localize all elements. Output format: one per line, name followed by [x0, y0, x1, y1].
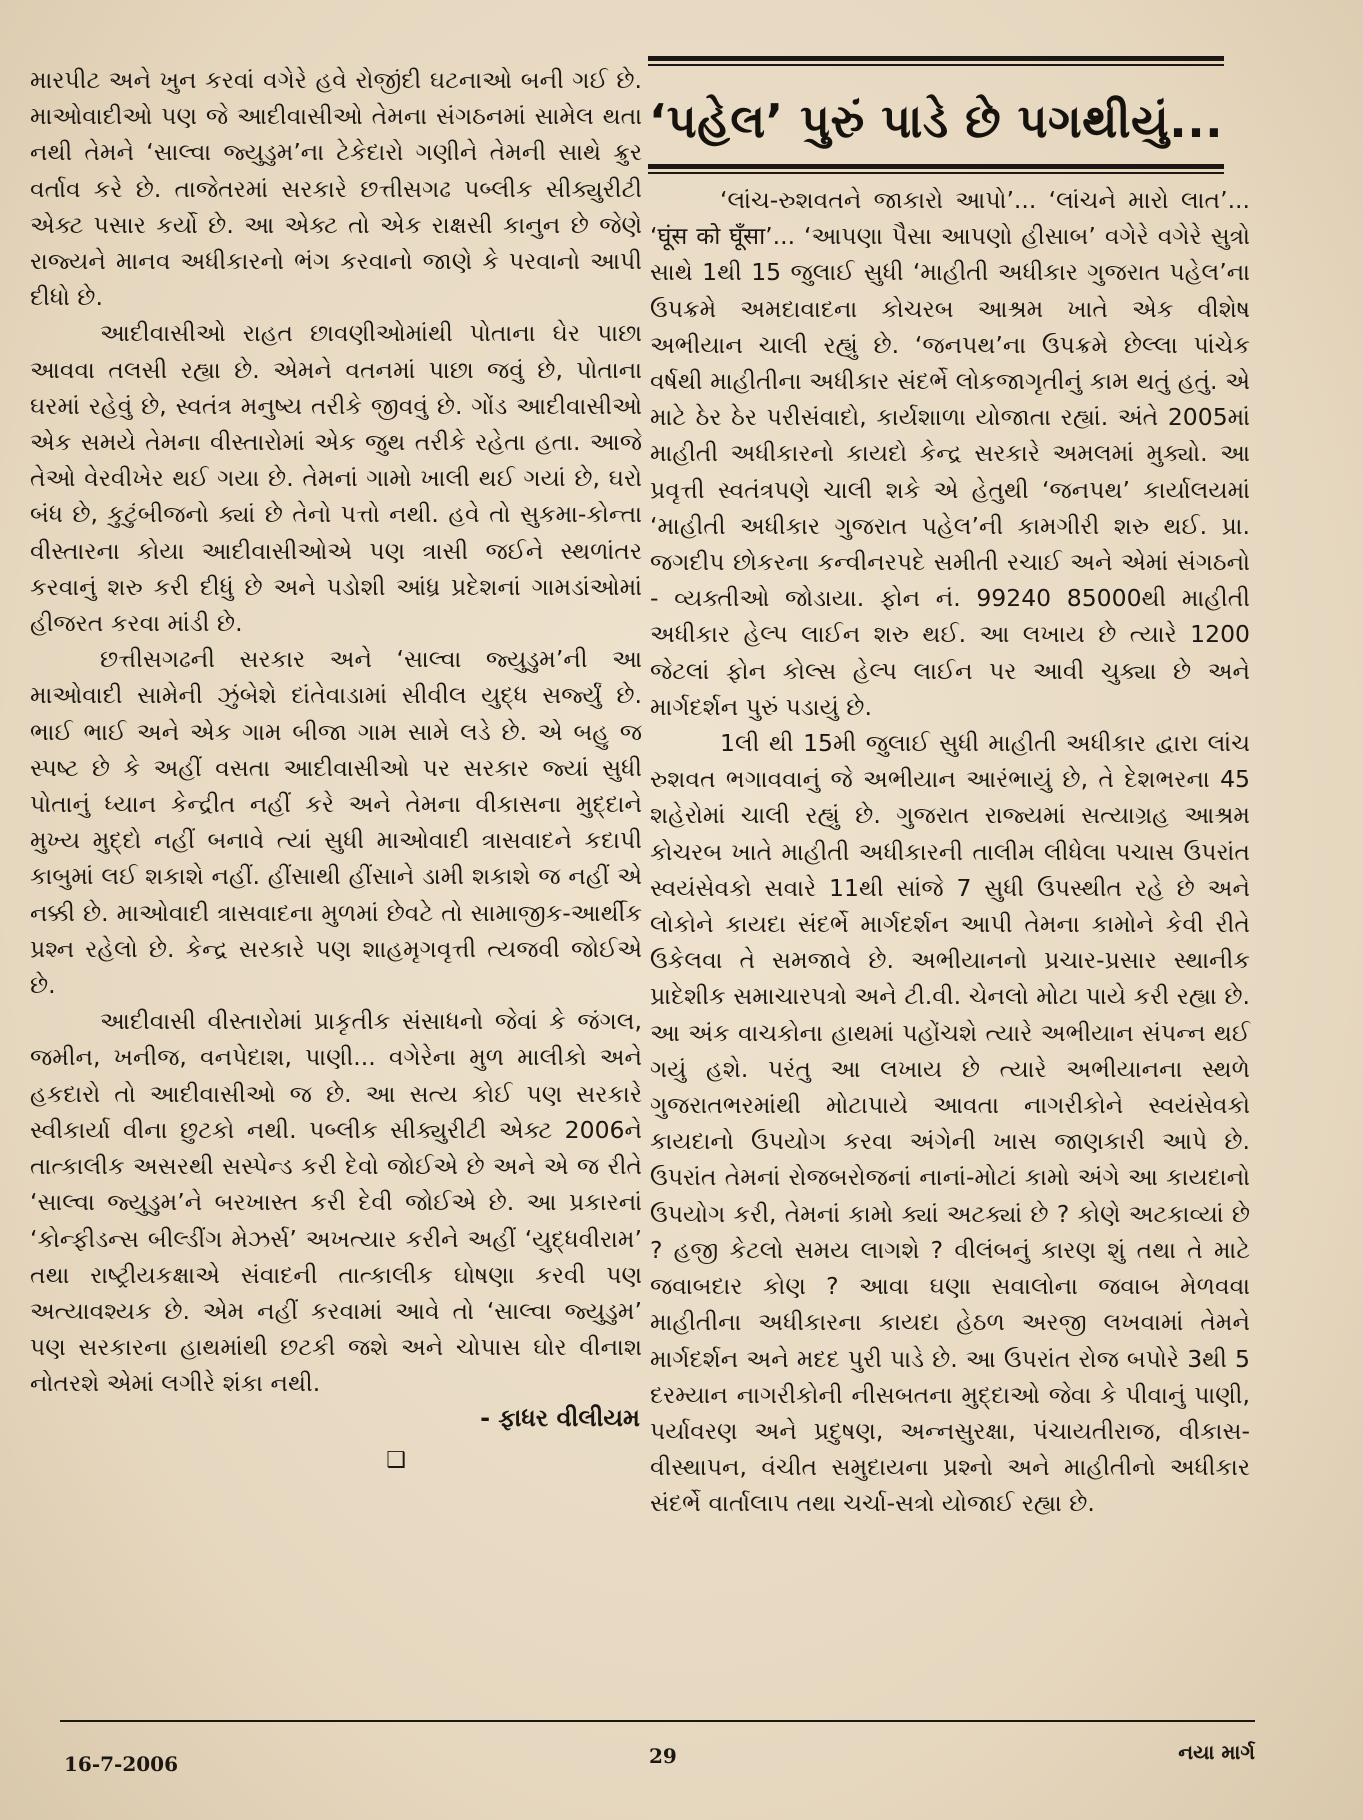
- page-number: 29: [649, 1744, 677, 1768]
- right-paragraph-1: ‘લાંચ-રુશવતને જાકારો આપો’... ‘લાંચને મારો લાત’... ‘घूंस को घूँसा’... ‘આપણા પૈસા આપણો હીસાબ’ વગેરે વગેરે સુત્રો સાથે 1થી 15 જુલાઈ સુધી ‘માહીતી અધીકાર ગુજરાત પહેલ’ના ઉપક્રમે અમદાવાદના કોચરબ આશ્રમ ખાતે એક વીશેષ અભીયાન ચાલી રહ્યું છે. ‘જનપથ’ના ઉપક્રમે છેલ્લા પાંચેક વર્ષથી માહીતીના અધીકાર સંદર્ભે લોકજાગૃતીનું કામ થતું હતું. એ માટે ઠેર ઠેર પરીસંવાદો, કાર્યશાળા યોજાતા રહ્યાં. અંતે 2005માં માહીતી અધીકારનો કાયદો કેન્દ્ર સરકારે અમલમાં મુક્યો. આ પ્રવૃત્તી સ્વતંત્રપણે ચાલી શકે એ હેતુથી ‘જનપથ’ કાર્યાલયમાં ‘માહીતી અધીકાર ગુજરાત પહેલ’ની કામગીરી શરુ થઈ. પ્રા. જગદીપ છોકરના કન્વીનરપદે સમીતી રચાઈ અને એમાં સંગઠનો - વ્યક્તીઓ જોડાયા. ફોન નં. 99240 85000થી માહીતી અધીકાર હેલ્પ લાઈન શરુ થઈ. આ લખાય છે ત્યારે 1200 જેટલાં ફોન કોલ્સ હેલ્પ લાઈન પર આવી ચુક્યા છે અને માર્ગદર્શન પુરું પડાયું છે.: [650, 186, 1250, 721]
- left-column: [30, 62, 642, 1473]
- right-column: [650, 182, 1250, 1522]
- author-signature: - ફાધર વીલીયમ: [480, 1403, 640, 1432]
- right-paragraph-2: 1લી થી 15મી જુલાઈ સુધી માહીતી અધીકાર દ્વારા લાંચ રુશવત ભગાવવાનું જે અભીયાન આરંભાયું છે, તે દેશભરના 45 શહેરોમાં ચાલી રહ્યું છે. ગુજરાત રાજ્યમાં સત્યાગ્રહ આશ્રમ કોચરબ ખાતે માહીતી અધીકારની તાલીમ લીધેલા પચાસ ઉપરાંત સ્વયંસેવકો સવારે 11થી સાંજે 7 સુધી ઉપસ્થીત રહે છે અને લોકોને કાયદા સંદર્ભે માર્ગદર્શન આપી તેમના કામોને કેવી રીતે ઉકેલવા તે સમજાવે છે. અભીયાનનો પ્રચાર-પ્રસાર સ્થાનીક પ્રાદેશીક સમાચારપત્રો અને ટી.વી. ચેનલો મોટા પાયે કરી રહ્યા છે. આ અંક વાચકોના હાથમાં પહોંચશે ત્યારે અભીયાન સંપન્ન થઈ ગયું હશે. પરંતુ આ લખાય છે ત્યારે અભીયાનના સ્થળે ગુજરાતભરમાંથી મોટાપાયે આવતા નાગરીકોને સ્વયંસેવકો કાયદાનો ઉપયોગ કરવા અંગેની ખાસ જાણકારી આપે છે. ઉપરાંત તેમનાં રોજબરોજનાં નાનાં-મોટાં કામો અંગે આ કાયદાનો ઉપયોગ કરી, તેમનાં કામો ક્યાં અટક્યાં છે ? કોણે અટકાવ્યાં છે ? હજી કેટલો સમય લાગશે ? વીલંબનું કારણ શું તથા તે માટે જવાબદાર કોણ ? આવા ઘણા સવાલોના જવાબ મેળવવા માહીતીના અધીકારના કાયદા હેઠળ અરજી લખવામાં તેમને માર્ગદર્શન અને મદદ પુરી પાડે છે. આ ઉપરાંત રોજ બપોરે 3થી 5 દરમ્યાન નાગરીકોની નીસબતના મુદ્દાઓ જેવા કે પીવાનું પાણી, પર્યાવરણ અને પ્રદુષણ, અન્નસુરક્ષા, પંચાયતીરાજ, વીકાસ-વીસ્થાપન, વંચીત સમુદાયના પ્રશ્નો અને માહીતીનો અધીકાર સંદર્ભે વાર્તાલાપ તથા ચર્ચા-સત્રો યોજાઈ રહ્યા છે.: [650, 729, 1250, 1518]
- issue-date: 16-7-2006: [64, 1752, 179, 1776]
- magazine-name: નયા માર્ગ: [1178, 1740, 1255, 1764]
- left-paragraph-1: મારપીટ અને ખુન કરવાં વગેરે હવે રોજીંદી ઘટનાઓ બની ગઈ છે. માઓવાદીઓ પણ જે આદીવાસીઓ તેમના સંગઠનમાં સામેલ થતા નથી તેમને ‘સાલ્વા જ્યુડુમ’ના ટેકેદારો ગણીને તેમની સાથે ક્રુર વર્તાવ કરે છે. તાજેતરમાં સરકારે છત્તીસગઢ પબ્લીક સીક્યુરીટી એક્ટ પસાર કર્યો છે. આ એક્ટ તો એક રાક્ષસી કાનુન છે જેણે રાજ્યને માનવ અધીકારનો ભંગ કરવાનો જાણે કે પરવાનો આપી દીધો છે.: [30, 66, 642, 312]
- footer-rule: [60, 1720, 1255, 1722]
- headline-top-rule: [648, 56, 1224, 66]
- left-paragraph-2: આદીવાસીઓ રાહત છાવણીઓમાંથી પોતાના ઘેર પાછા આવવા તલસી રહ્યા છે. એમને વતનમાં પાછા જવું છે, પોતાના ઘરમાં રહેવું છે, સ્વતંત્ર મનુષ્ય તરીકે જીવવું છે. ગોંડ આદીવાસીઓ એક સમયે તેમના વીસ્તારોમાં એક જુથ તરીકે રહેતા હતા. આજે તેઓ વેરવીખેર થઈ ગયા છે. તેમનાં ગામો ખાલી થઈ ગયાં છે, ઘરો બંધ છે, કુટુંબીજનો ક્યાં છે તેનો પત્તો નથી. હવે તો સુકમા-કોન્તા વીસ્તારના કોયા આદીવાસીઓએ પણ ત્રાસી જઈને સ્થળાંતર કરવાનું શરુ કરી દીધું છે અને પડોશી આંધ્ર પ્રદેશનાં ગામડાંઓમાં હીજરત કરવા માંડી છે.: [30, 319, 642, 638]
- article-headline: ‘પહેલ’ પુરું પાડે છે પગથીયું...: [648, 94, 1224, 148]
- left-paragraph-3: છત્તીસગઢની સરકાર અને ‘સાલ્વા જ્યુડુમ’ની આ માઓવાદી સામેની ઝુંબેશે દાંતેવાડામાં સીવીલ યુદ્ધ સર્જ્યું છે. ભાઈ ભાઈ અને એક ગામ બીજા ગામ સામે લડે છે. એ બહુ જ સ્પષ્ટ છે કે અહીં વસતા આદીવાસીઓ પર સરકાર જ્યાં સુધી પોતાનું ધ્યાન કેન્દ્રીત નહીં કરે અને તેમના વીકાસના મુદ્દાને મુખ્ય મુદ્દો નહીં બનાવે ત્યાં સુધી માઓવાદી ત્રાસવાદને કદાપી કાબુમાં લઈ શકાશે નહીં. હીંસાથી હીંસાને ડામી શકાશે જ નહીં એ નક્કી છે. માઓવાદી ત્રાસવાદના મુળમાં છેવટે તો સામાજીક-આર્થીક પ્રશ્ન રહેલો છે. કેન્દ્ર સરકારે પણ શાહમૃગવૃત્તી ત્યજવી જોઈએ છે.: [30, 645, 642, 1000]
- left-paragraph-4: આદીવાસી વીસ્તારોમાં પ્રાકૃતીક સંસાધનો જેવાં કે જંગલ, જમીન, ખનીજ, વનપેદાશ, પાણી... વગેરેના મુળ માલીકો અને હકદારો તો આદીવાસીઓ જ છે. આ સત્ય કોઈ પણ સરકારે સ્વીકાર્યા વીના છુટકો નથી. પબ્લીક સીક્યુરીટી એક્ટ 2006ને તાત્કાલીક અસરથી સસ્પેન્ડ કરી દેવો જોઈએ છે અને એ જ રીતે ‘સાલ્વા જ્યુડુમ’ને બરખાસ્ત કરી દેવી જોઈએ છે. આ પ્રકારનાં ‘કોન્ફીડન્સ બીલ્ડીંગ મેઝર્સ’ અખત્યાર કરીને અહીં ‘યુદ્ધવીરામ’ તથા રાષ્ટ્રીયકક્ષાએ સંવાદની તાત્કાલીક ઘોષણા કરવી પણ અત્યાવશ્યક છે. એમ નહીં કરવામાં આવે તો ‘સાલ્વા જ્યુડુમ’ પણ સરકારના હાથમાંથી છટકી જશે અને ચોપાસ ઘોર વીનાશ નોતરશે એમાં લગીરે શંકા નથી.: [30, 1007, 642, 1398]
- article-end-mark: ❑: [386, 1447, 406, 1473]
- headline-bottom-rule: [648, 164, 1224, 174]
